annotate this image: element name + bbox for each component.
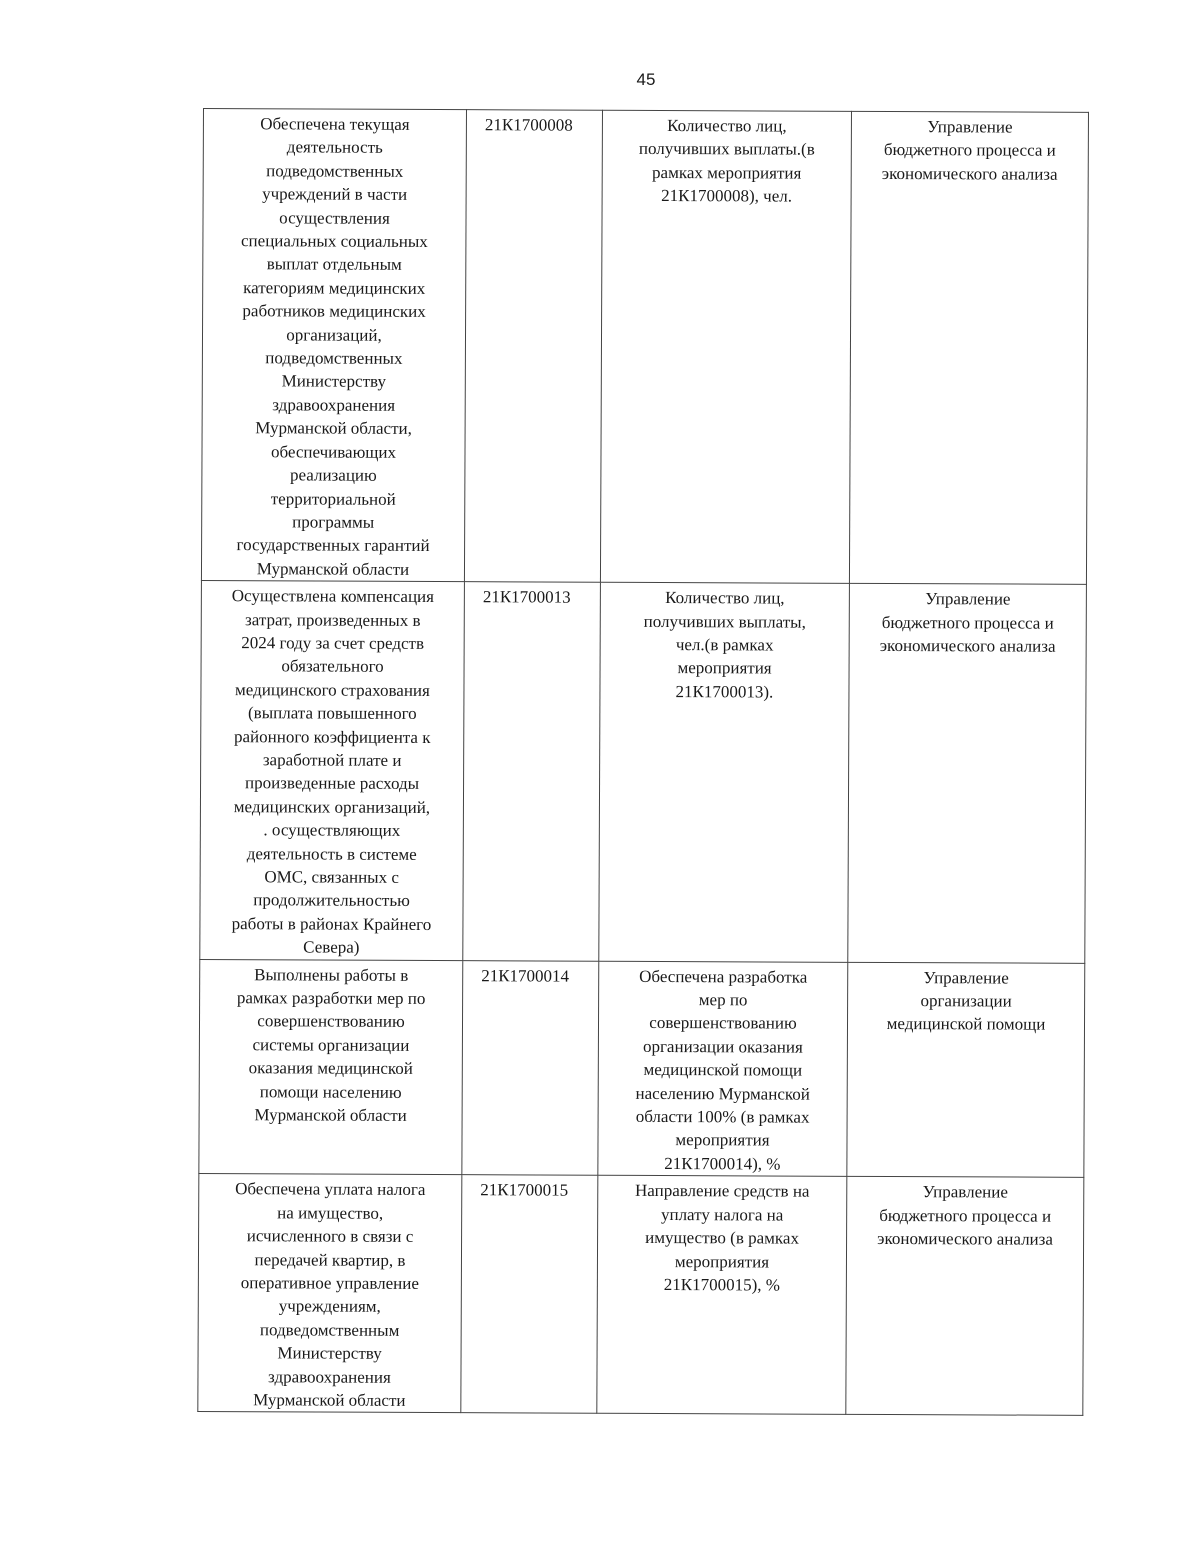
table-row [198,1174,1084,1416]
measures-table [197,108,1089,1416]
department-cell: Управление бюджетного процесса и экономического анализа [846,1177,1084,1416]
code-cell: 21К1700013 [463,582,601,961]
code-cell: 21К1700015 [461,1175,598,1414]
table-row [199,959,1085,1178]
code-cell: 21К1700014 [462,960,599,1175]
department-cell: Управление бюджетного процесса и экономического анализа [848,583,1087,963]
page-number: 45 [636,70,656,89]
indicator-cell: Количество лиц, получивших выплаты.(в рамках мероприятия 21К1700008), чел. [600,110,851,583]
table-row [201,109,1088,585]
department-cell: Управление организации медицинской помощи [847,962,1085,1178]
indicator-cell: Количество лиц, получивших выплаты, чел.(в рамках мероприятия 21К1700013). [599,582,850,962]
department-cell: Управление бюджетного процесса и экономического анализа [849,111,1088,584]
result-cell: Осуществлена компенсация затрат, произведенных в 2024 году за счет средств обязательного медицинского страхования (выплата повышенного районного коэффициента к заработной плате и произведенные расходы медицинских организаций, . осуществляющих деятельность в системе ОМС, связанных с продолжительностью работы в районах Крайнего Севера) [200,581,465,961]
indicator-cell: Обеспечена разработка мер по совершенствованию организации оказания медицинской помощи населению Мурманской области 100% (в рамках мероприятия 21К1700014), % [598,961,848,1177]
result-cell: Обеспечена текущая деятельность подведомственных учреждений в части осуществления специальных социальных выплат отдельным категориям медицинских работников медицинских организаций, подведомственных Министерству здравоохранения Мурманской области, обеспечивающих реализацию территориальной программы государственных гарантий Мурманской области [201,109,466,582]
indicator-cell: Направление средств на уплату налога на имущество (в рамках мероприятия 21К1700015), % [597,1176,847,1415]
table-row [200,581,1087,963]
code-cell: 21К1700008 [464,110,602,583]
result-cell: Обеспечена уплата налога на имущество, исчисленного в связи с передачей квартир, в оперативное управление учреждениям, подведомственным Министерству здравоохранения Мурманской области [198,1174,462,1413]
result-cell: Выполнены работы в рамках разработки мер по совершенствованию системы организации оказания медицинской помощи населению Мурманской области [199,959,463,1175]
